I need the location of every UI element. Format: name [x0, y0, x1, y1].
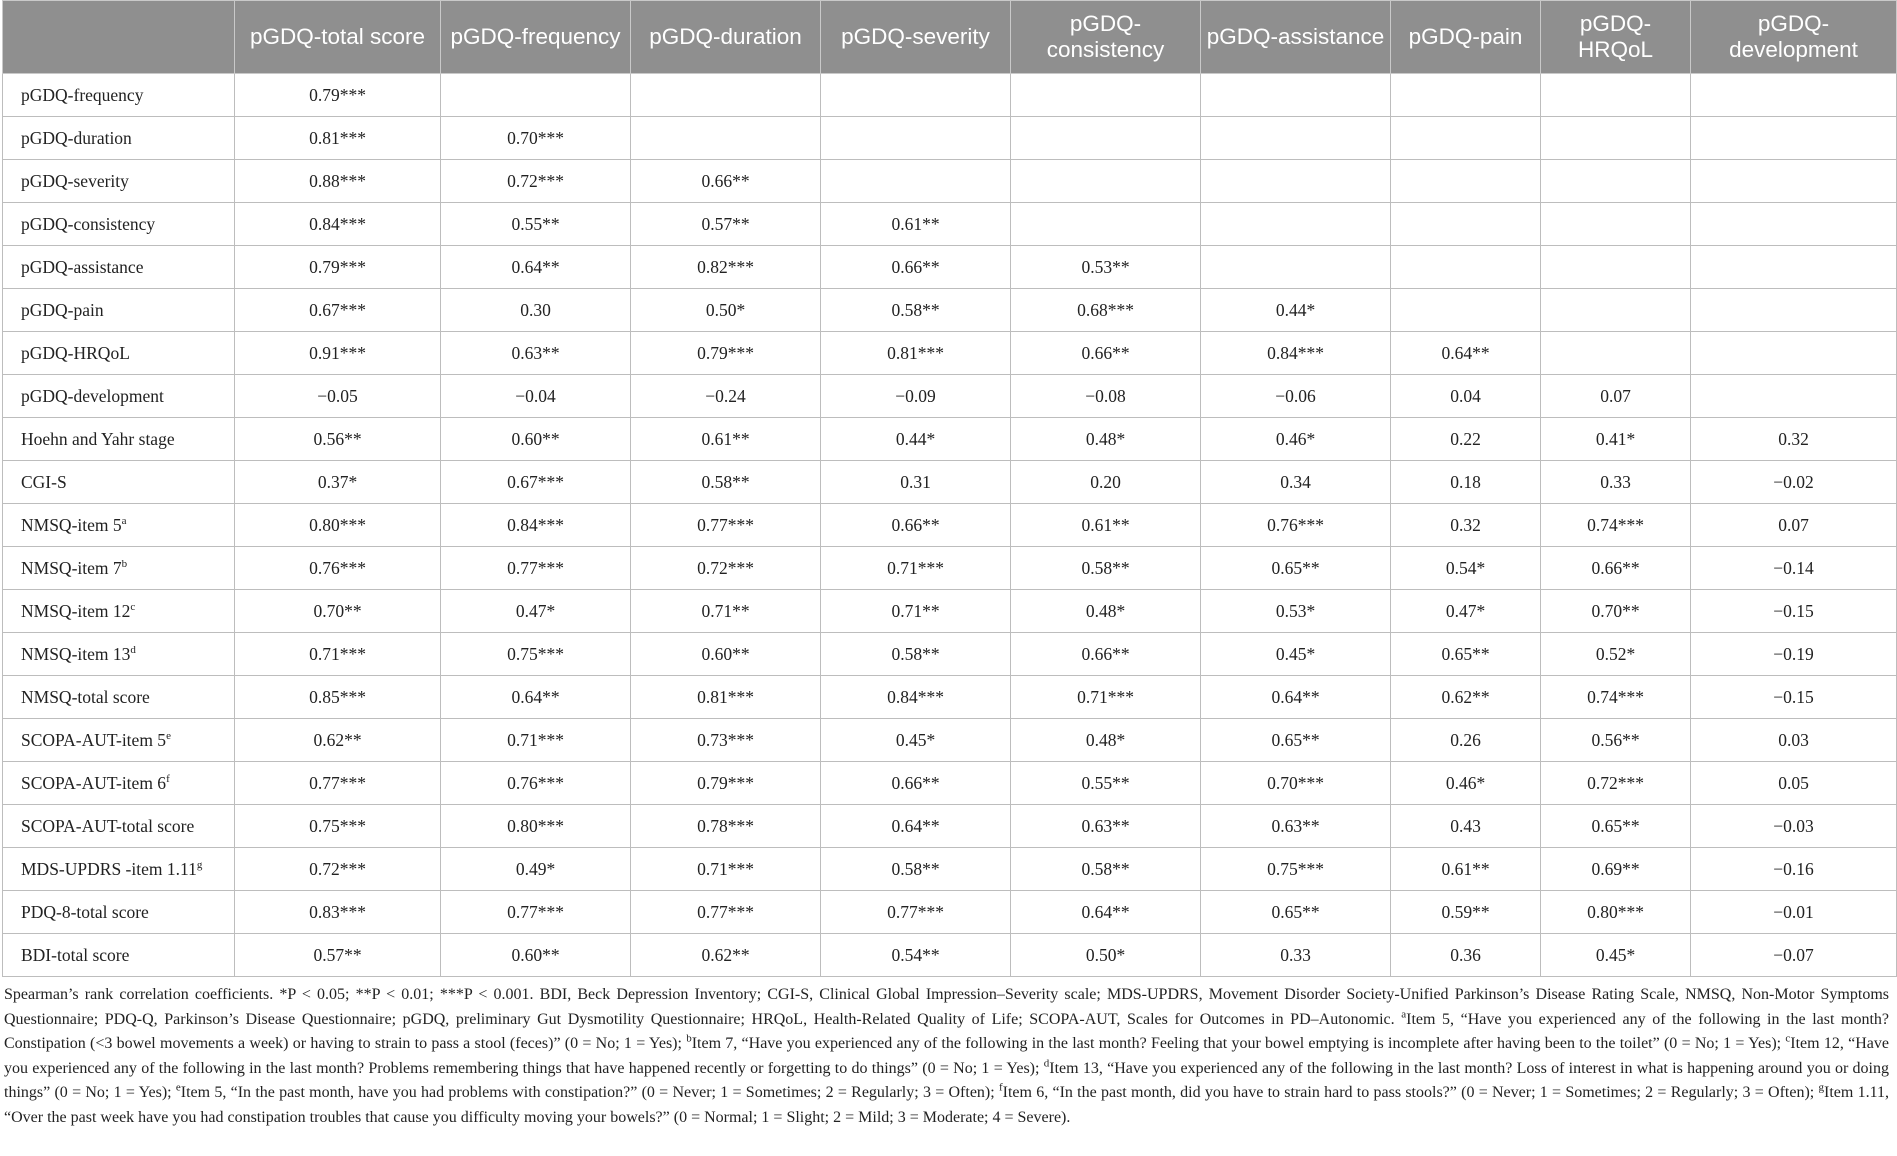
row-label	[3, 246, 235, 289]
table-cell: 0.66**	[631, 160, 821, 203]
table-cell: 0.64**	[441, 676, 631, 719]
table-cell: −0.05	[235, 375, 441, 418]
table-cell: 0.73***	[631, 719, 821, 762]
row-label-footnote-mark: f	[166, 772, 170, 785]
table-cell	[1691, 74, 1897, 117]
row-label	[3, 762, 235, 805]
table-cell: 0.03	[1691, 719, 1897, 762]
table-cell: 0.60**	[631, 633, 821, 676]
table-cell: 0.32	[1391, 504, 1541, 547]
table-cell: 0.79***	[631, 762, 821, 805]
table-cell: 0.67***	[441, 461, 631, 504]
row-label-footnote-mark: c	[130, 600, 136, 613]
table-cell: 0.75***	[441, 633, 631, 676]
table-cell	[1391, 74, 1541, 117]
table-cell: −0.08	[1011, 375, 1201, 418]
table-cell: 0.65**	[1201, 719, 1391, 762]
table-cell: 0.61**	[631, 418, 821, 461]
row-label-text: SCOPA-AUT-item 5	[21, 729, 167, 750]
row-label-text: pGDQ-pain	[21, 299, 104, 320]
table-cell: 0.58**	[821, 633, 1011, 676]
table-cell	[1541, 74, 1691, 117]
table-cell: 0.66**	[1541, 547, 1691, 590]
table-cell	[1691, 117, 1897, 160]
footnote-mark: a	[1401, 1008, 1407, 1021]
table-cell: 0.80***	[441, 805, 631, 848]
row-label	[3, 590, 235, 633]
table-cell	[821, 117, 1011, 160]
table-cell: 0.47*	[1391, 590, 1541, 633]
table-cell: 0.64**	[1391, 332, 1541, 375]
row-label	[3, 633, 235, 676]
footnote-text: Item 6, “In the past month, did you have to strain hard to pass stools?” (0 = Never; 1 = Sometimes; 2 = Regularly; 3 = Often);	[1002, 1084, 1819, 1102]
table-row	[3, 504, 1897, 547]
table-cell: 0.77***	[441, 891, 631, 934]
column-header: pGDQ-assistance	[1201, 1, 1391, 74]
table-cell	[821, 160, 1011, 203]
table-cell: 0.75***	[1201, 848, 1391, 891]
row-label	[3, 117, 235, 160]
row-label	[3, 375, 235, 418]
table-row	[3, 246, 1897, 289]
table-cell: 0.61**	[1391, 848, 1541, 891]
table-cell: 0.71***	[1011, 676, 1201, 719]
table-cell: 0.76***	[235, 547, 441, 590]
table-cell: 0.72***	[235, 848, 441, 891]
table-cell: 0.62**	[631, 934, 821, 977]
table-cell	[1691, 203, 1897, 246]
table-cell	[1201, 246, 1391, 289]
table-cell: 0.60**	[441, 418, 631, 461]
table-cell: 0.58**	[821, 848, 1011, 891]
table-cell: 0.32	[1691, 418, 1897, 461]
table-cell: 0.45*	[1541, 934, 1691, 977]
table-cell: 0.57**	[235, 934, 441, 977]
footnote-text: Item 7, “Have you experienced any of the following in the last month? Feeling that your bowel emptying is incomplete after having been to the toilet” (0 = No; 1 = Yes);	[691, 1035, 1786, 1053]
table-cell: 0.54**	[821, 934, 1011, 977]
table-cell	[1391, 160, 1541, 203]
table-cell	[1541, 289, 1691, 332]
table-body	[3, 74, 1897, 977]
table-cell: 0.69**	[1541, 848, 1691, 891]
table-cell: −0.01	[1691, 891, 1897, 934]
column-header: pGDQ-total score	[235, 1, 441, 74]
table-cell: 0.48*	[1011, 418, 1201, 461]
table-cell: 0.84***	[821, 676, 1011, 719]
table-cell: 0.58**	[631, 461, 821, 504]
table-row	[3, 74, 1897, 117]
table-cell	[1201, 74, 1391, 117]
table-cell	[631, 74, 821, 117]
table-cell: 0.44*	[1201, 289, 1391, 332]
table-cell: 0.65**	[1391, 633, 1541, 676]
table-cell: 0.04	[1391, 375, 1541, 418]
table-cell: 0.65**	[1541, 805, 1691, 848]
table-cell: 0.61**	[821, 203, 1011, 246]
table-row	[3, 934, 1897, 977]
row-label-text: NMSQ-item 7	[21, 557, 122, 578]
table-row	[3, 461, 1897, 504]
table-cell: 0.70***	[1201, 762, 1391, 805]
table-cell: 0.22	[1391, 418, 1541, 461]
table-cell: 0.63**	[1201, 805, 1391, 848]
table-cell: 0.66**	[821, 246, 1011, 289]
table-row	[3, 203, 1897, 246]
table-cell: −0.24	[631, 375, 821, 418]
column-header: pGDQ-frequency	[441, 1, 631, 74]
table-cell: 0.66**	[1011, 332, 1201, 375]
table-row	[3, 160, 1897, 203]
row-label-text: CGI-S	[21, 471, 67, 492]
table-cell: 0.53**	[1011, 246, 1201, 289]
table-cell: 0.26	[1391, 719, 1541, 762]
row-label	[3, 676, 235, 719]
table-cell: 0.63**	[1011, 805, 1201, 848]
table-cell: −0.19	[1691, 633, 1897, 676]
table-cell: 0.78***	[631, 805, 821, 848]
table-cell	[1541, 160, 1691, 203]
row-label	[3, 805, 235, 848]
table-cell: 0.05	[1691, 762, 1897, 805]
table-cell: 0.41*	[1541, 418, 1691, 461]
table-cell: 0.53*	[1201, 590, 1391, 633]
table-cell	[1391, 246, 1541, 289]
table-cell: 0.71***	[821, 547, 1011, 590]
table-cell	[1541, 332, 1691, 375]
column-header: pGDQ-pain	[1391, 1, 1541, 74]
table-cell: 0.74***	[1541, 676, 1691, 719]
table-cell: 0.82***	[631, 246, 821, 289]
table-cell: 0.60**	[441, 934, 631, 977]
row-label-text: pGDQ-duration	[21, 127, 132, 148]
table-cell: −0.15	[1691, 676, 1897, 719]
table-cell: 0.33	[1201, 934, 1391, 977]
table-cell: 0.77***	[441, 547, 631, 590]
table-cell: 0.07	[1541, 375, 1691, 418]
table-cell: 0.65**	[1201, 891, 1391, 934]
table-cell	[1201, 117, 1391, 160]
table-cell: 0.64**	[1011, 891, 1201, 934]
table-cell: 0.62**	[1391, 676, 1541, 719]
footnote-mark: c	[1785, 1032, 1791, 1045]
table-cell: −0.04	[441, 375, 631, 418]
table-cell: 0.81***	[631, 676, 821, 719]
column-header: pGDQ-consistency	[1011, 1, 1201, 74]
table-cell: 0.77***	[821, 891, 1011, 934]
table-cell: 0.20	[1011, 461, 1201, 504]
table-cell	[1201, 160, 1391, 203]
header-row	[3, 1, 1897, 74]
footnote-text: Item 13, “Have you experienced any of the following in the last month? Loss of interest in what is happening around you or doing things” (0 = No; 1 = Yes);	[4, 1059, 1889, 1102]
column-header: pGDQ-severity	[821, 1, 1011, 74]
table-cell: 0.65**	[1201, 547, 1391, 590]
table-cell: 0.63**	[441, 332, 631, 375]
row-label	[3, 934, 235, 977]
footnote-text: Item 5, “In the past month, have you had problems with constipation?” (0 = Never; 1 = Sometimes; 2 = Regularly; 3 = Often);	[180, 1084, 999, 1102]
table-cell: 0.71**	[821, 590, 1011, 633]
table-row	[3, 590, 1897, 633]
table-cell: 0.57**	[631, 203, 821, 246]
table-cell: 0.54*	[1391, 547, 1541, 590]
table-cell: 0.55**	[1011, 762, 1201, 805]
table-cell: 0.81***	[235, 117, 441, 160]
table-cell: 0.88***	[235, 160, 441, 203]
row-label-footnote-mark: e	[166, 729, 171, 742]
row-label	[3, 160, 235, 203]
table-cell: 0.76***	[1201, 504, 1391, 547]
row-label	[3, 504, 235, 547]
table-cell: 0.47*	[441, 590, 631, 633]
table-cell: 0.83***	[235, 891, 441, 934]
row-label-text: SCOPA-AUT-item 6	[21, 772, 167, 793]
table-cell: 0.46*	[1391, 762, 1541, 805]
footnote-text: Spearman’s rank correlation coefficients. *P < 0.05; **P < 0.01; ***P < 0.001. BDI, Beck Depression Inventory; CGI-S, Clinical Global Impression–Severity scale; MDS-UPDRS, Movement Disorder Society-Unified Parkinson’s Disease Rating Scale, NMSQ, Non-Motor Symptoms Questionnaire; PDQ-Q, Parkinson’s Disease Questionnaire; pGDQ, preliminary Gut Dysmotility Questionnaire; HRQoL, Health-Related Quality of Life; SCOPA-AUT, Scales for Outcomes in PD–Autonomic.	[4, 986, 1889, 1028]
table-cell: 0.79***	[235, 74, 441, 117]
row-label-text: pGDQ-severity	[21, 170, 129, 191]
table-cell: 0.70**	[235, 590, 441, 633]
row-label-footnote-mark: a	[121, 514, 127, 527]
table-cell: 0.70**	[1541, 590, 1691, 633]
column-header: pGDQ-duration	[631, 1, 821, 74]
table-cell: 0.55**	[441, 203, 631, 246]
table-cell: −0.03	[1691, 805, 1897, 848]
table-cell: 0.77***	[631, 504, 821, 547]
table-row	[3, 375, 1897, 418]
table-cell: 0.68***	[1011, 289, 1201, 332]
table-row	[3, 289, 1897, 332]
table-cell: 0.59**	[1391, 891, 1541, 934]
table-row	[3, 418, 1897, 461]
table-cell: 0.72***	[441, 160, 631, 203]
row-label	[3, 332, 235, 375]
table-cell: 0.71***	[441, 719, 631, 762]
table-cell: 0.84***	[1201, 332, 1391, 375]
table-cell: 0.49*	[441, 848, 631, 891]
table-cell: 0.64**	[1201, 676, 1391, 719]
table-cell	[821, 74, 1011, 117]
row-label-text: pGDQ-consistency	[21, 213, 156, 234]
table-cell	[1691, 332, 1897, 375]
row-label-footnote-mark: g	[196, 858, 203, 871]
table-cell: 0.52*	[1541, 633, 1691, 676]
table-cell: 0.84***	[235, 203, 441, 246]
row-label-text: Hoehn and Yahr stage	[21, 428, 175, 449]
footnote-mark: f	[998, 1082, 1003, 1095]
correlation-table	[2, 0, 1897, 977]
table-cell: 0.37*	[235, 461, 441, 504]
table-cell: 0.61**	[1011, 504, 1201, 547]
row-label	[3, 547, 235, 590]
table-cell: 0.48*	[1011, 719, 1201, 762]
table-cell: 0.18	[1391, 461, 1541, 504]
table-cell: 0.79***	[631, 332, 821, 375]
table-cell: 0.33	[1541, 461, 1691, 504]
header-corner	[3, 1, 235, 74]
table-cell	[1691, 160, 1897, 203]
table-cell: 0.58**	[821, 289, 1011, 332]
table-cell	[631, 117, 821, 160]
table-cell: 0.75***	[235, 805, 441, 848]
table-cell	[1011, 74, 1201, 117]
table-row	[3, 891, 1897, 934]
row-label	[3, 891, 235, 934]
table-cell: 0.80***	[1541, 891, 1691, 934]
row-label-text: NMSQ-item 12	[21, 600, 131, 621]
table-cell: 0.44*	[821, 418, 1011, 461]
footnote-mark: d	[1043, 1057, 1050, 1070]
row-label-text: PDQ-8-total score	[21, 901, 149, 922]
table-cell: 0.66**	[821, 762, 1011, 805]
row-label	[3, 719, 235, 762]
row-label-text: pGDQ-development	[21, 385, 164, 406]
footnote-text: Item 1.11, “Over the past week have you had constipation troubles that cause you difficulty moving your bowels?” (0 = Normal; 1 = Slight; 2 = Mild; 3 = Moderate; 4 = Severe).	[4, 1084, 1890, 1126]
table-cell: 0.56**	[235, 418, 441, 461]
table-cell: −0.16	[1691, 848, 1897, 891]
table-header	[3, 1, 1897, 74]
row-label-footnote-mark: d	[130, 643, 136, 656]
table-cell: 0.81***	[821, 332, 1011, 375]
table-cell: 0.66**	[821, 504, 1011, 547]
table-cell: −0.06	[1201, 375, 1391, 418]
column-header: pGDQ-development	[1691, 1, 1897, 74]
footnote-mark: e	[175, 1082, 181, 1095]
table-cell: 0.80***	[235, 504, 441, 547]
footnote-mark: g	[1818, 1082, 1825, 1095]
table-cell	[441, 74, 631, 117]
table-cell: 0.72***	[631, 547, 821, 590]
row-label-text: pGDQ-assistance	[21, 256, 144, 277]
table-row	[3, 676, 1897, 719]
table-row	[3, 805, 1897, 848]
table-cell	[1391, 203, 1541, 246]
table-cell: 0.77***	[631, 891, 821, 934]
table-cell: 0.71***	[631, 848, 821, 891]
table-cell: 0.45*	[821, 719, 1011, 762]
table-cell: −0.07	[1691, 934, 1897, 977]
table-cell: 0.84***	[441, 504, 631, 547]
table-cell: 0.50*	[1011, 934, 1201, 977]
row-label	[3, 461, 235, 504]
table-cell	[1541, 246, 1691, 289]
table-row	[3, 719, 1897, 762]
table-cell: 0.50*	[631, 289, 821, 332]
table-cell: 0.58**	[1011, 848, 1201, 891]
table-footnote	[0, 983, 1897, 1131]
table-cell: 0.34	[1201, 461, 1391, 504]
table-cell: 0.71**	[631, 590, 821, 633]
table-cell: 0.74***	[1541, 504, 1691, 547]
table-cell: −0.09	[821, 375, 1011, 418]
row-label-text: BDI-total score	[21, 944, 130, 965]
table-cell: 0.67***	[235, 289, 441, 332]
table-row	[3, 633, 1897, 676]
table-cell: 0.72***	[1541, 762, 1691, 805]
table-cell: −0.02	[1691, 461, 1897, 504]
table-row	[3, 547, 1897, 590]
table-cell	[1011, 160, 1201, 203]
table-cell: −0.15	[1691, 590, 1897, 633]
row-label	[3, 289, 235, 332]
table-cell: 0.48*	[1011, 590, 1201, 633]
row-label-text: MDS-UPDRS -item 1.11	[21, 858, 197, 879]
table-cell	[1011, 203, 1201, 246]
table-cell	[1541, 117, 1691, 160]
table-cell: 0.64**	[441, 246, 631, 289]
table-cell: 0.30	[441, 289, 631, 332]
column-header: pGDQ-HRQoL	[1541, 1, 1691, 74]
table-cell: 0.66**	[1011, 633, 1201, 676]
table-row	[3, 762, 1897, 805]
row-label-text: SCOPA-AUT-total score	[21, 815, 195, 836]
table-cell: 0.70***	[441, 117, 631, 160]
table-cell: 0.43	[1391, 805, 1541, 848]
row-label	[3, 418, 235, 461]
row-label-text: NMSQ-total score	[21, 686, 150, 707]
table-row	[3, 117, 1897, 160]
row-label	[3, 203, 235, 246]
table-cell: −0.14	[1691, 547, 1897, 590]
table-cell: 0.91***	[235, 332, 441, 375]
table-cell	[1201, 203, 1391, 246]
table-cell: 0.79***	[235, 246, 441, 289]
table-cell: 0.45*	[1201, 633, 1391, 676]
table-row	[3, 332, 1897, 375]
table-cell: 0.77***	[235, 762, 441, 805]
table-cell: 0.62**	[235, 719, 441, 762]
row-label-text: NMSQ-item 5	[21, 514, 122, 535]
table-cell	[1691, 246, 1897, 289]
footnote-mark: b	[686, 1032, 692, 1045]
footnote-text: Item 12, “Have you experienced any of the following in the last month? Problems remembering things that have happened recently or forgetting to do things” (0 = No; 1 = Yes);	[4, 1035, 1889, 1077]
table-cell	[1391, 117, 1541, 160]
table-cell	[1011, 117, 1201, 160]
table-cell	[1691, 289, 1897, 332]
table-cell	[1541, 203, 1691, 246]
table-row	[3, 848, 1897, 891]
row-label-text: pGDQ-HRQoL	[21, 342, 130, 363]
table-cell: 0.36	[1391, 934, 1541, 977]
row-label-text: pGDQ-frequency	[21, 84, 144, 105]
table-cell: 0.56**	[1541, 719, 1691, 762]
table-cell: 0.76***	[441, 762, 631, 805]
table-cell: 0.46*	[1201, 418, 1391, 461]
row-label	[3, 74, 235, 117]
table-cell	[1391, 289, 1541, 332]
row-label	[3, 848, 235, 891]
table-cell: 0.85***	[235, 676, 441, 719]
row-label-text: NMSQ-item 13	[21, 643, 131, 664]
row-label-footnote-mark: b	[121, 557, 128, 570]
table-cell: 0.07	[1691, 504, 1897, 547]
table-cell: 0.31	[821, 461, 1011, 504]
footnote-text: Item 5, “Have you experienced any of the following in the last month? Constipation (<3 bowel movements a week) or having to strain to pass a stool (feces)” (0 = No; 1 = Yes);	[4, 1010, 1890, 1053]
table-cell: 0.71***	[235, 633, 441, 676]
table-cell: 0.58**	[1011, 547, 1201, 590]
table-cell: 0.64**	[821, 805, 1011, 848]
table-cell	[1691, 375, 1897, 418]
